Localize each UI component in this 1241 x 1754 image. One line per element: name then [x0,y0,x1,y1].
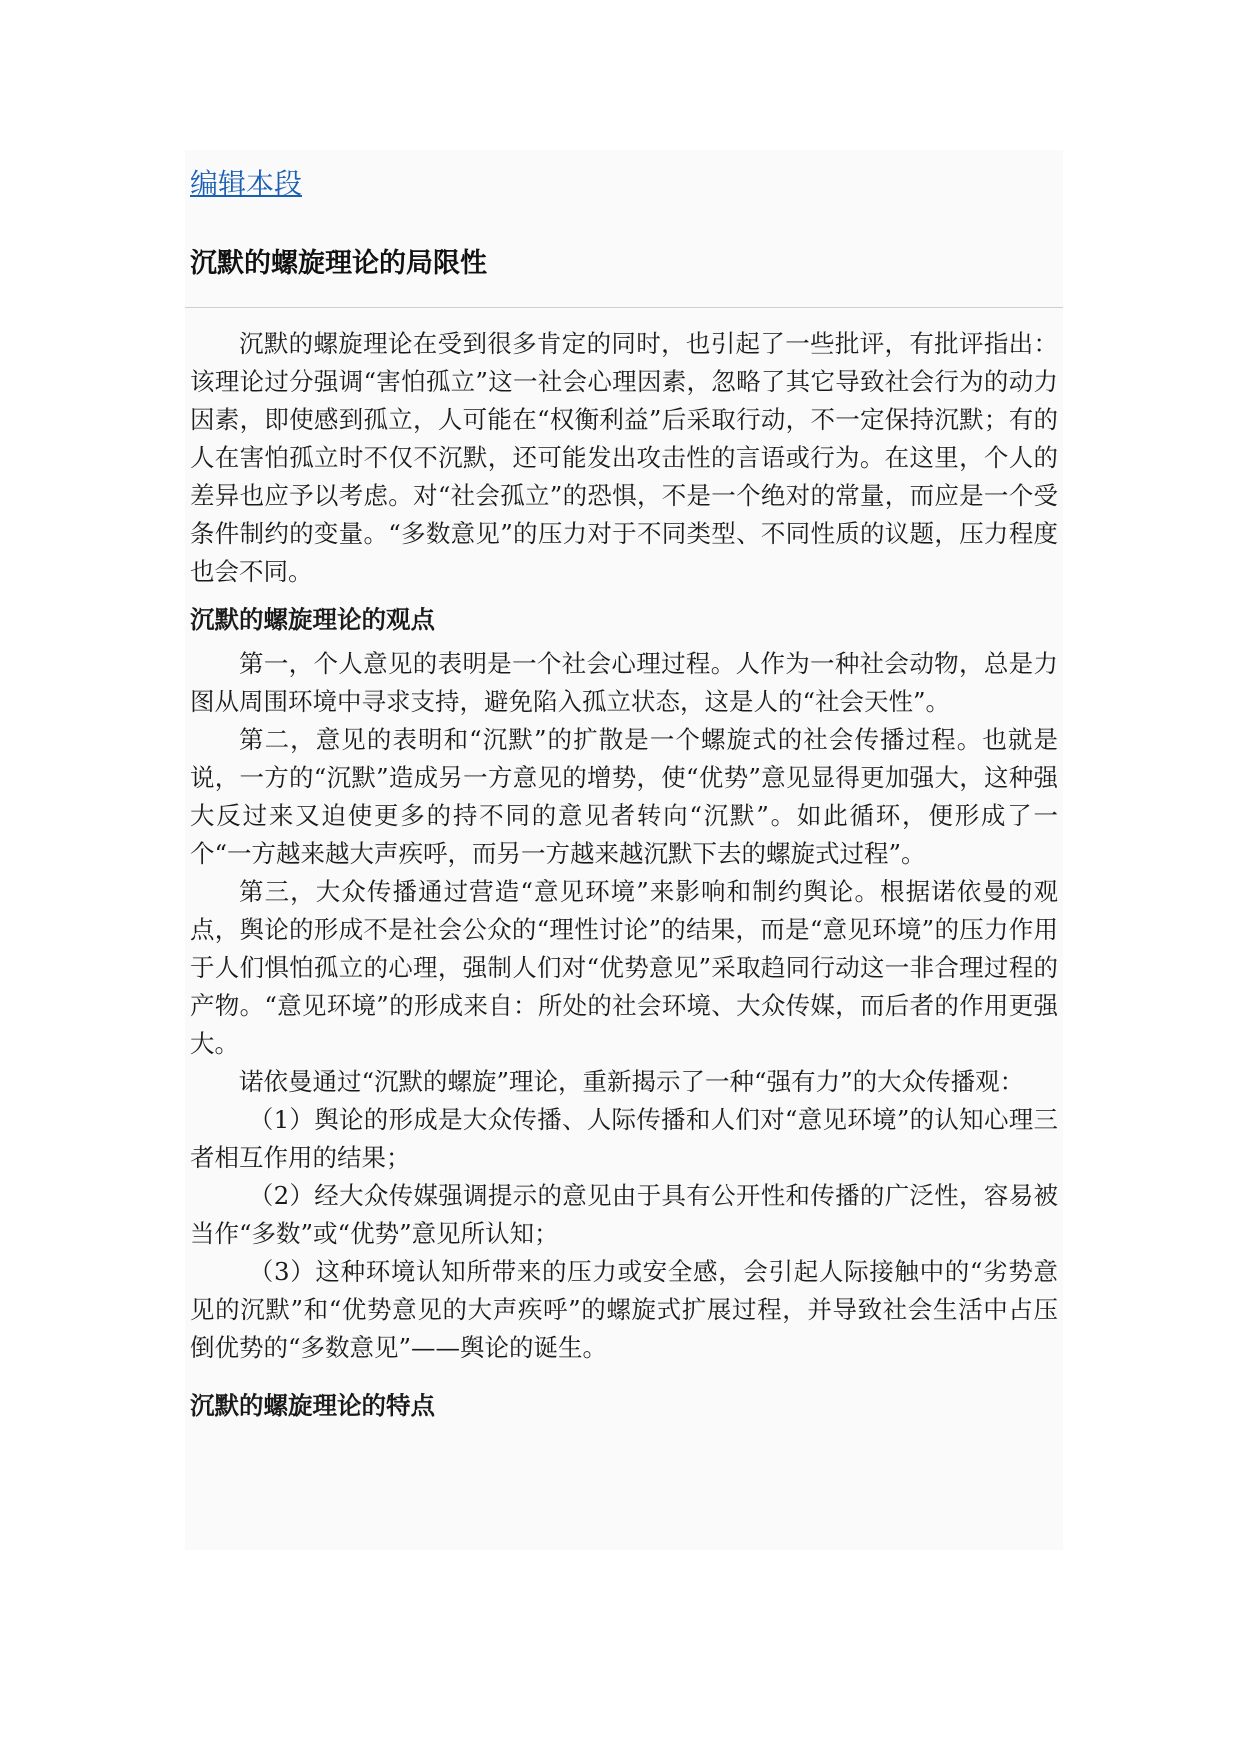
viewpoint-paragraph-2: 第二，意见的表明和“沉默”的扩散是一个螺旋式的社会传播过程。也就是说，一方的“沉默”造成另一方意见的增势，使“优势”意见显得更加强大，这种强大反过来又迫使更多的持不同的意见者转向“沉默”。如此循环，便形成了一个“一方越来越大声疾呼，而另一方越来越沉默下去的螺旋式过程”。 [190,725,1058,868]
limitations-paragraph: 沉默的螺旋理论在受到很多肯定的同时，也引起了一些批评，有批评指出：该理论过分强调“害怕孤立”这一社会心理因素，忽略了其它导致社会行为的动力因素，即使感到孤立，人可能在“权衡利益”后采取行动，不一定保持沉默；有的人在害怕孤立时不仅不沉默，还可能发出攻击性的言语或行为。在这里，个人的差异也应予以考虑。对“社会孤立”的恐惧，不是一个绝对的常量，而应是一个受条件制约的变量。“多数意见”的压力对于不同类型、不同性质的议题，压力程度也会不同。 [190,329,1058,586]
features-heading: 沉默的螺旋理论的特点 [190,1391,435,1420]
viewpoint-item-1: （1）舆论的形成是大众传播、人际传播和人们对“意见环境”的认知心理三者相互作用的结果； [190,1105,1058,1172]
edit-section-link[interactable]: 编辑本段 [190,167,303,200]
section-title: 沉默的螺旋理论的局限性 [190,248,487,279]
viewpoint-item-2: （2）经大众传媒强调提示的意见由于具有公开性和传播的广泛性，容易被当作“多数”或“优势”意见所认知； [190,1181,1058,1248]
title-divider [185,307,1063,308]
viewpoints-heading: 沉默的螺旋理论的观点 [190,605,435,634]
viewpoint-paragraph-4: 诺依曼通过“沉默的螺旋”理论，重新揭示了一种“强有力”的大众传播观： [239,1067,1025,1096]
viewpoint-paragraph-3: 第三，大众传播通过营造“意见环境”来影响和制约舆论。根据诺依曼的观点，舆论的形成不是社会公众的“理性讨论”的结果，而是“意见环境”的压力作用于人们惧怕孤立的心理，强制人们对“优势意见”采取趋同行动这一非合理过程的产物。“意见环境”的形成来自：所处的社会环境、大众传媒，而后者的作用更强大。 [190,877,1058,1058]
viewpoint-item-3: （3）这种环境认知所带来的压力或安全感，会引起人际接触中的“劣势意见的沉默”和“优势意见的大声疾呼”的螺旋式扩展过程，并导致社会生活中占压倒优势的“多数意见”——舆论的诞生。 [190,1257,1058,1362]
article-body [190,325,1058,1431]
document-page [185,150,1063,1550]
viewpoint-paragraph-1: 第一，个人意见的表明是一个社会心理过程。人作为一种社会动物，总是力图从周围环境中寻求支持，避免陷入孤立状态，这是人的“社会天性”。 [190,649,1058,716]
